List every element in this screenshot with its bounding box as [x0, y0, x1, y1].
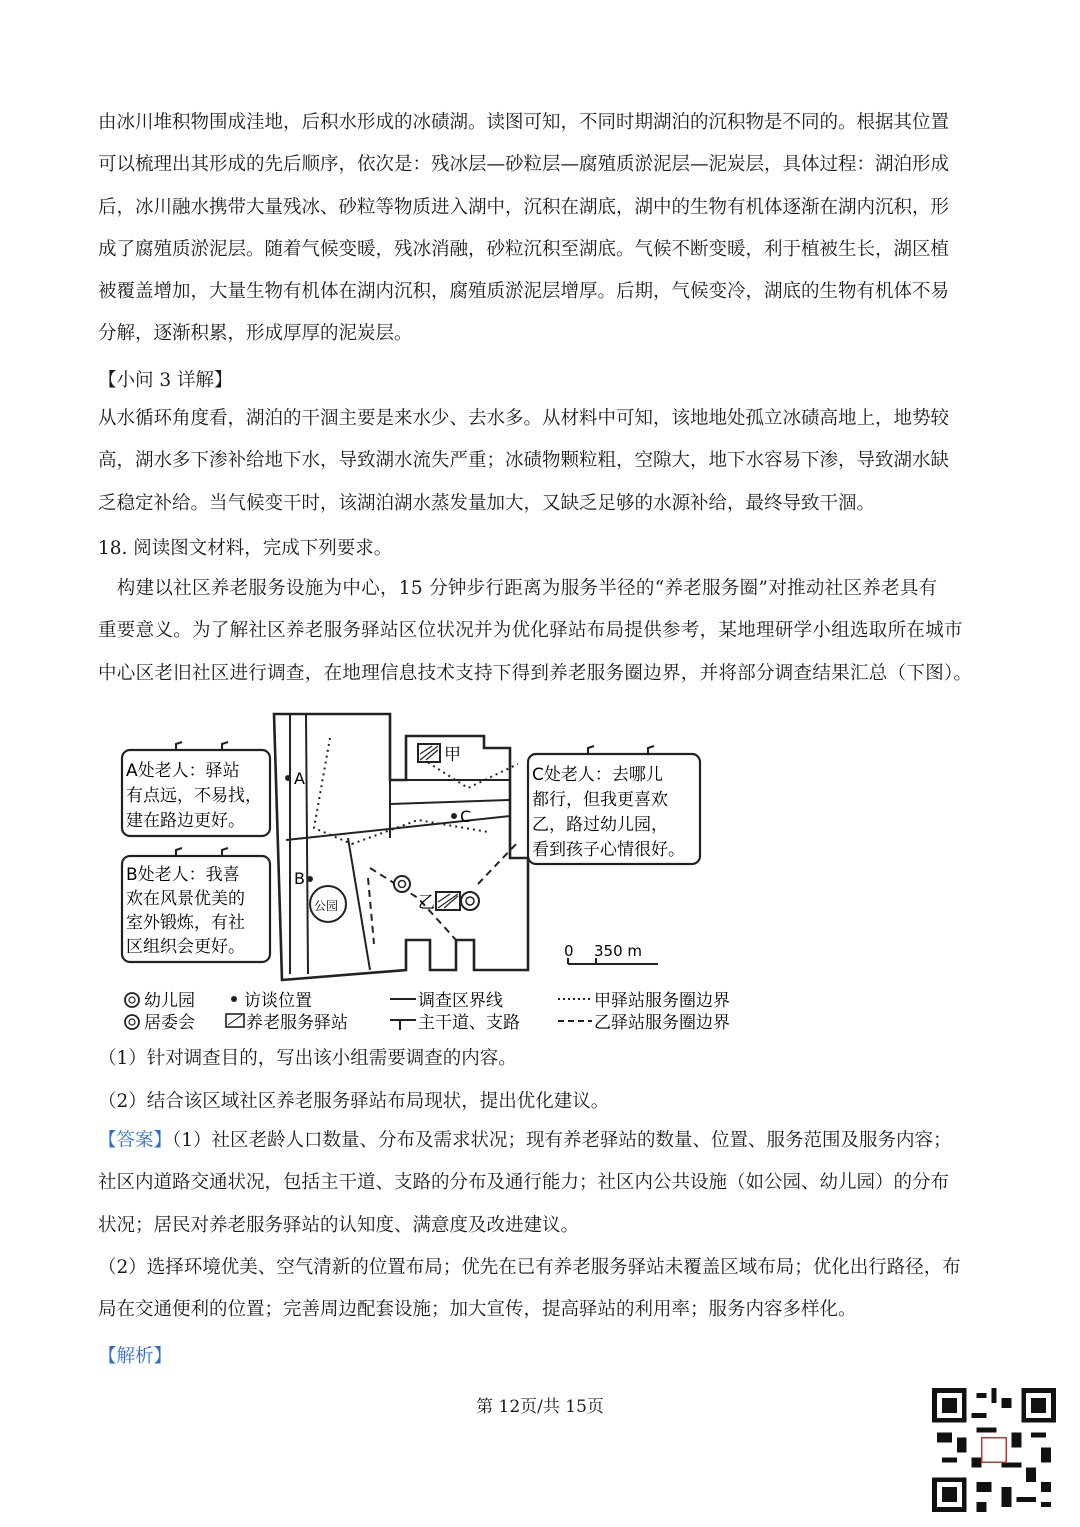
interview-point-c: [451, 813, 457, 819]
answer-line-1: [98, 1120, 982, 1162]
legend-roads: 主干道、支路: [418, 1013, 520, 1033]
survey-map-figure: [118, 708, 758, 1036]
legend-kindergarten: 幼儿园: [144, 991, 195, 1011]
interview-icon: [231, 996, 237, 1002]
legend-committee: 居委会: [144, 1013, 195, 1033]
text-line: 重要意义。为了解社区养老服务驿站区位状况并为优化驿站布局提供参考，某地理研学小组选取所在城市: [98, 620, 963, 642]
station-yi-label: 乙: [418, 893, 435, 913]
bubble-b-line: 室外锻炼，有社: [126, 913, 245, 933]
kindergarten-marker: [394, 876, 410, 892]
bubble-c-line: C处老人：去哪儿: [532, 765, 663, 785]
scale-zero: 0: [564, 942, 574, 960]
park-label: 公园: [314, 899, 339, 913]
text-line: 社区内道路交通状况，包括主干道、支路的分布及通行能力；社区内公共设施（如公园、幼儿园）的分布: [98, 1172, 950, 1194]
text-line: 成了腐殖质淤泥层。随着气候变暖，残冰消融，砂粒沉积至湖底。气候不断变暖，利于植被生长，湖区植: [98, 238, 950, 260]
bubble-b-line: 欢在风景优美的: [126, 889, 245, 909]
label-b: B: [294, 869, 305, 888]
question-18-title: 18. 阅读图文材料，完成下列要求。: [98, 538, 393, 559]
legend-interview: 访谈位置: [244, 991, 312, 1011]
legend-jia-circle: 甲驿站服务圈边界: [594, 991, 730, 1011]
bubble-a-line: 建在路边更好。: [126, 811, 245, 831]
q3-heading: 【小问 3 详解】: [98, 370, 233, 391]
text-line: 构建以社区养老服务设施为中心，15 分钟步行距离为服务半径的“养老服务圈”对推动社区养老具有: [98, 578, 938, 599]
analysis-label: 【解析】: [98, 1346, 173, 1367]
text-line: 被覆盖增加，大量生物有机体在湖内沉积，腐殖质淤泥层增厚。后期，气候变冷，湖底的生物有机体不易: [98, 281, 950, 303]
bubble-a-line: 有点远，不易找，: [126, 786, 262, 806]
text-line: 乏稳定补给。当气候变干时，该湖泊湖水蒸发量加大，又缺乏足够的水源补给，最终导致干涸。: [98, 492, 876, 514]
interview-point-a: [285, 775, 291, 781]
bubble-b-line: B处老人：我喜: [126, 865, 240, 885]
text-line: 局在交通便利的位置；完善周边配套设施；加大宣传，提高驿站的利用率；服务内容多样化。: [98, 1299, 857, 1321]
text-line: 从水循环角度看，湖泊的干涸主要是来水少、去水多。从材料中可知，该地地处孤立冰碛高地上，地势较: [98, 408, 950, 429]
text-line: 高，湖水多下渗补给地下水，导致湖水流失严重；冰碛物颗粒粗，空隙大，地下水容易下渗，导致湖水缺: [98, 450, 950, 472]
page-footer: 第 12页/共 15页: [476, 1397, 604, 1417]
committee-icon: [125, 1015, 139, 1029]
legend: [125, 991, 730, 1033]
text-line: 可以梳理出其形成的先后顺序，依次是：残冰层—砂粒层—腐殖质淤泥层—泥炭层，具体过程：湖泊形成: [98, 154, 950, 176]
text-line: 后，冰川融水携带大量残冰、砂粒等物质进入湖中，沉积在湖底，湖中的生物有机体逐渐在湖内沉积，形: [98, 196, 950, 218]
scale-bar: [564, 942, 658, 964]
committee-marker: [461, 892, 479, 910]
label-a: A: [294, 769, 305, 788]
legend-boundary: 调查区界线: [418, 991, 503, 1011]
text-line: 状况；居民对养老服务驿站的认知度、满意度及改进建议。: [98, 1214, 580, 1236]
bubble-c-line: 都行，但我更喜欢: [532, 790, 668, 810]
material-paragraph: [98, 568, 982, 695]
intro-paragraph: [98, 102, 982, 356]
text-line: 分解，逐渐积累，形成厚厚的泥炭层。: [98, 323, 413, 345]
jia-service-boundary: [314, 738, 518, 844]
sub-question-1: （1）针对调查目的，写出该小组需要调查的内容。: [98, 1048, 517, 1069]
legend-yi-circle: 乙驿站服务圈边界: [594, 1013, 730, 1033]
qr-code-icon: [932, 1388, 1056, 1512]
bubble-c: [528, 746, 700, 864]
bubble-b-line: 区组织会更好。: [126, 937, 245, 957]
bubble-c-line: 看到孩子心情很好。: [532, 840, 685, 860]
bubble-a-line: A处老人：驿站: [126, 761, 240, 781]
text-line: 中心区老旧社区进行调查，在地理信息技术支持下得到养老服务圈边界，并将部分调查结果汇总（下图）。: [98, 662, 973, 684]
bubble-a: [122, 742, 270, 836]
answer-block: [98, 1120, 982, 1331]
interview-point-b: [307, 876, 313, 882]
answer-label: 【答案】: [98, 1130, 173, 1151]
q3-paragraph: [98, 398, 982, 525]
kindergarten-icon: [125, 993, 139, 1007]
legend-station: 养老服务驿站: [246, 1013, 348, 1033]
survey-boundary: [274, 714, 528, 980]
text-line: （2）选择环境优美、空气清新的位置布局；优先在已有养老服务驿站未覆盖区域布局；优化出行路径，布: [98, 1256, 961, 1278]
answer-text: （1）社区老龄人口数量、分布及需求状况；现有养老驿站的数量、位置、服务范围及服务内容；: [172, 1130, 952, 1151]
station-jia-label: 甲: [444, 745, 461, 765]
bubble-b: [122, 848, 270, 962]
label-c: C: [460, 807, 472, 826]
bubble-c-line: 乙，路过幼儿园，: [532, 815, 668, 835]
main-roads: [286, 714, 510, 974]
scale-value: 350 m: [594, 942, 643, 960]
text-line: 由冰川堆积物围成洼地，后积水形成的冰碛湖。读图可知，不同时期湖泊的沉积物是不同的。根据其位置: [98, 112, 950, 133]
sub-question-2: （2）结合该区域社区养老服务驿站布局现状，提出优化建议。: [98, 1091, 610, 1112]
